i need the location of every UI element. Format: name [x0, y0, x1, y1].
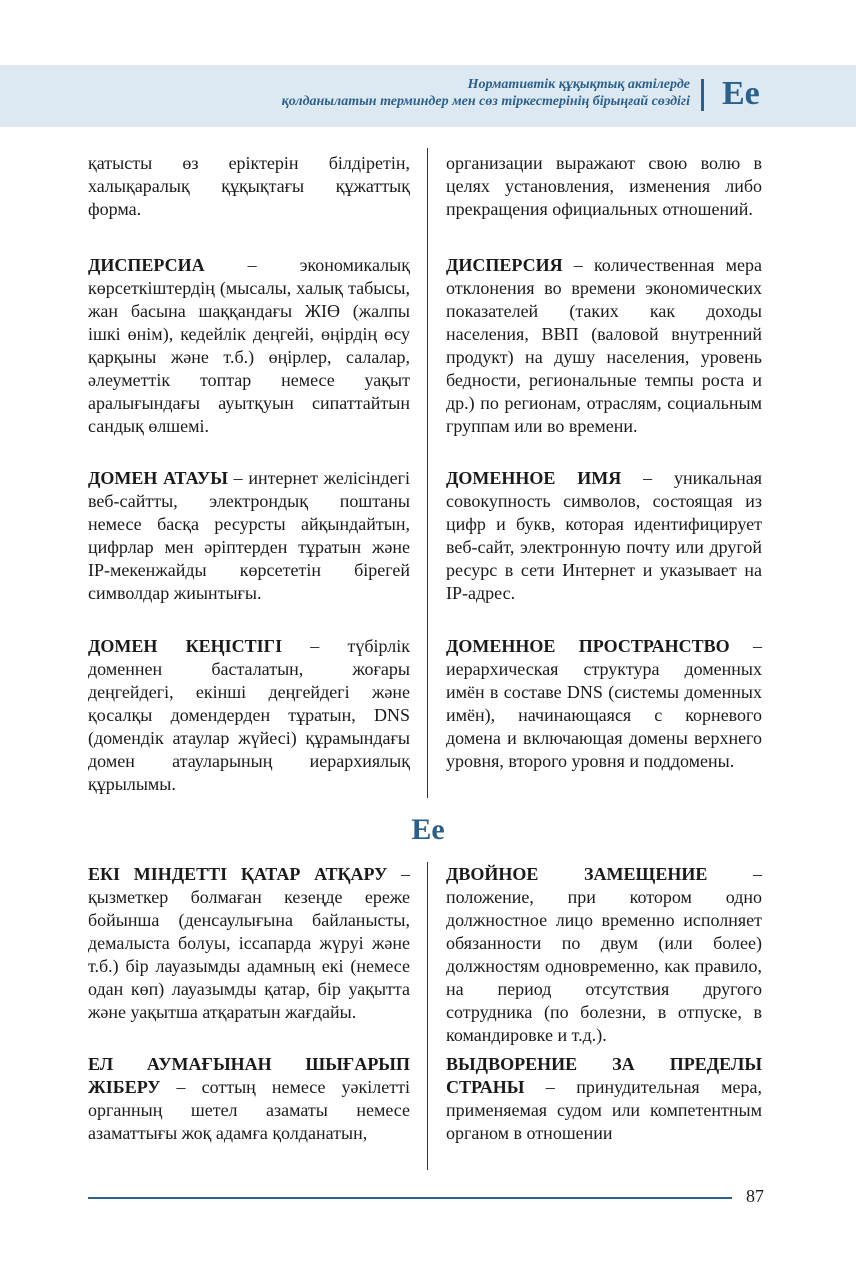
term-kk-dispersia: ДИСПЕРСИА — [88, 255, 205, 275]
entry-ru-continuation: организации выражают свою волю в целях установления, изменения либо прекращения официальных отношений. — [446, 153, 762, 219]
running-header — [282, 76, 690, 110]
entry-ru-domain-name: ДОМЕННОЕ ИМЯ – уникальная совокупность символов, состоящая из цифр и букв, которая идентифицирует веб-сайт, электронную почту или другой ресурс в сети Интернет и указывает на IP-адрес. — [446, 468, 762, 603]
entry-ru-dispersia: ДИСПЕРСИЯ – количественная мера отклонения во времени экономических показателей (таких как доходы населения, ВВП (валовой внутренний продукт) на душу населения, уровень бедности, региональные темпы роста и др.) по регионам, отраслям, социальным группам или во времени. — [446, 255, 762, 436]
page-number: 87 — [746, 1186, 764, 1206]
term-ru-expulsion: ВЫДВОРЕНИЕ ЗА ПРЕДЕЛЫ СТРАНЫ — [446, 1054, 762, 1097]
term-ru-double-duty: ДВОЙНОЕ ЗАМЕЩЕНИЕ — [446, 864, 708, 884]
entry-kk-continuation: қатысты өз еріктерін білдіретін, халықаралық құқықтағы құжаттық форма. — [88, 153, 410, 219]
entry-kk-expulsion: ЕЛ АУМАҒЫНАН ШЫҒАРЫП ЖІБЕРУ – соттың немесе уәкілетті органның шетел азаматы немесе азаматтығы жоқ адамға қолданатын, — [88, 1054, 410, 1143]
running-header-line-2: қолданылатын терминдер мен сөз тіркестерінің бірыңғай сөздігі — [281, 94, 690, 109]
running-header-line-1: Нормативтік құқықтық актілерде — [467, 77, 690, 92]
entry-kk-domain-space: ДОМЕН КЕҢІСТІГІ – түбірлік доменнен басталатын, жоғары деңгейдегі, екінші деңгейдегі және қосалқы домендерден тұратын, DNS (домендік атаулар жүйесі) құрамындағы домен атауларының иерархиялық құрылымы. — [88, 636, 410, 794]
footer-rule — [88, 1197, 732, 1199]
term-kk-expulsion: ЕЛ АУМАҒЫНАН ШЫҒАРЫП ЖІБЕРУ — [88, 1054, 410, 1097]
entry-kk-double-duty: ЕКІ МІНДЕТТІ ҚАТАР АТҚАРУ – қызметкер болмаған кезеңде ереже бойынша (денсаулығына байланысты, демалыста болуы, іссапарда жүруі және т.б.) бір лауазымды адамның екі (немесе одан көп) лауазымды қатар, бір уақытта және уақытша атқаратын жағдайы. — [88, 864, 410, 1022]
term-ru-dispersia: ДИСПЕРСИЯ — [446, 255, 563, 275]
column-divider-top — [427, 148, 428, 798]
entry-ru-domain-space: ДОМЕННОЕ ПРОСТРАНСТВО – иерархическая структура доменных имён в составе DNS (системы доменных имён), начинающаяся с корневого домена и включающая домены верхнего уровня, второго уровня и поддомены. — [446, 636, 762, 771]
header-letter: Ee — [722, 75, 760, 112]
entry-ru-expulsion: ВЫДВОРЕНИЕ ЗА ПРЕДЕЛЫ СТРАНЫ – принудительная мера, применяемая судом или компетентным органом в отношении — [446, 1054, 762, 1143]
entry-kk-dispersia: ДИСПЕРСИА – экономикалық көрсеткіштердің (мысалы, халық табысы, жан басына шаққандағы ЖІӨ (жалпы ішкі өнім), кедейлік деңгейі, өңірдің өсу қарқыны және т.б.) өңірлер, салалар, әлеуметтік топтар немесе уақыт аралығындағы ауытқуын сипаттайтын сандық өлшемі. — [88, 255, 410, 436]
term-ru-domain-space: ДОМЕННОЕ ПРОСТРАНСТВО — [446, 636, 730, 656]
column-divider-bottom — [427, 862, 428, 1170]
entry-kk-domain-name: ДОМЕН АТАУЫ – интернет желісіндегі веб-сайтты, электрондық поштаны немесе басқа ресурсты айқындайтын, цифрлар мен әріптерден тұратын және IP-мекенжайды көрсететін бірегей символдар жиынтығы. — [88, 468, 410, 603]
entry-ru-double-duty: ДВОЙНОЕ ЗАМЕЩЕНИЕ – положение, при котором одно должностное лицо временно исполняет обязанности по двум (или более) должностям одновременно, как правило, на период отсутствия другого сотрудника (по болезни, в отпуске, в командировке и т.д.). — [446, 864, 762, 1045]
section-letter: Ee — [411, 813, 445, 846]
term-kk-double-duty: ЕКІ МІНДЕТТІ ҚАТАР АТҚАРУ — [88, 864, 388, 884]
header-divider — [701, 79, 704, 111]
term-kk-domain-name: ДОМЕН АТАУЫ — [88, 468, 228, 488]
term-kk-domain-space: ДОМЕН КЕҢІСТІГІ — [88, 636, 283, 656]
term-ru-domain-name: ДОМЕННОЕ ИМЯ — [446, 468, 622, 488]
